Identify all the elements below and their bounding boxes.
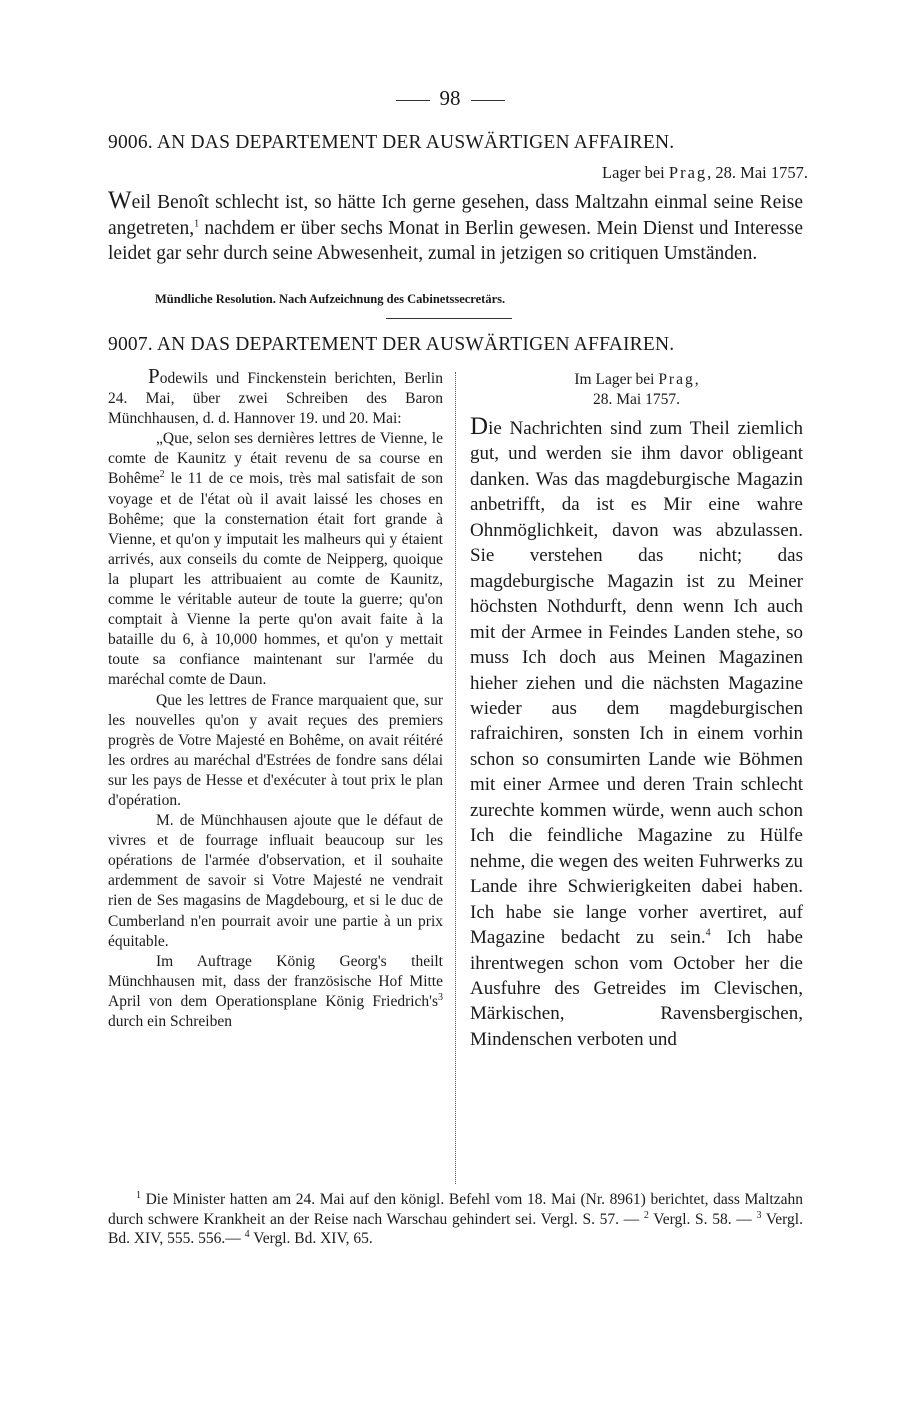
report-paragraph: Im Auftrage König Georg's theilt Münchhausen mit, dass der französische Hof Mitte April von dem Operationsplane König $Friedrich's^3$ durch ein Schreiben <box>108 952 443 1030</box>
doc2-place-date: Im Lager bei Prag, 28. Mai 1757. <box>574 371 699 408</box>
doc1-place-date: Lager bei Prag, 28. Mai 1757. <box>602 163 808 182</box>
footnotes <box>108 1190 803 1249</box>
footnote-ref-1: 1 <box>194 218 200 229</box>
report-paragraph: Que les lettres de France marquaient que, sur les nouvelles qu'on y avait reçues des premiers progrès de Votre Majesté en Bohême, on avait réitéré les ordres au maréchal d'Estrées de fondre sans délai sur les pays de Hesse et d'exécuter à tout prix le plan d'opération. <box>108 691 443 809</box>
section-divider <box>386 318 512 319</box>
footnote-ref-2: 2 <box>159 469 165 481</box>
doc1-initial: W <box>108 187 132 214</box>
dash-left <box>396 100 430 101</box>
doc1-source-note: Mündliche Resolution. Nach Aufzeichnung des Cabinetssecretärs. <box>155 292 506 306</box>
report-paragraph: „Que, selon ses dernières lettres de Vienne, le comte de Kaunitz y était revenu de sa course en Bohême$^2$ le 11 de ce mois, très mal satisfait de son voyage et de l'état où il avait laissé les choses en Bohême; que la consternation était fort grande à Vienne, et qu'on y imputait les malheurs qui y étaient arrivés, aux conseils du comte de Neipperg, quoique la plupart les attribuaient au comte de Kaunitz, comme le véritable auteur de toute la guerre; qu'on comptait à Vienne la perte qu'on avait faite à la bataille du 6, à 10,000 hommes, et qu'on y mettait toute sa confiance maintenant sur l'armée du maréchal comte de Daun. <box>108 430 443 689</box>
footnote-text: $^1$ Die Minister hatten am 24. Mai auf den königl. Befehl vom 18. Mai (Nr. 8961) berichtet, dass Maltzahn durch schwere Krankheit an der Reise nach Warschau gehindert sei. Vergl. S. 57. — $^2$ Vergl. S. 58. — $^3$ Vergl. Bd. XIV, 555. 556.— $^4$ Vergl. Bd. XIV, 65. <box>108 1189 803 1247</box>
doc2-title: 9007. AN DAS DEPARTEMENT DER AUSWÄRTIGEN AFFAIREN. <box>108 334 675 355</box>
report-paragraph: Podewils und Finckenstein berichten, Berlin 24. Mai, über zwei Schreiben des Baron Münchhausen, d. d. Hannover 19. und 20. Mai: <box>108 364 443 428</box>
footnote-ref-4: 4 <box>705 927 711 939</box>
dash-right <box>471 100 505 101</box>
doc1-body: Weil Benoît schlecht ist, so hätte Ich gerne gesehen, dass Maltzahn einmal seine Reise angetreten,$^1$ nachdem er über sechs Monat in Berlin gewesen. Mein Dienst und Interesse leidet gar sehr durch seine Abwesenheit, zumal in jetzigen so critiquen Umständen. <box>108 187 803 264</box>
column-separator <box>455 372 456 1184</box>
doc1-title: 9006. AN DAS DEPARTEMENT DER AUSWÄRTIGEN AFFAIREN. <box>108 132 675 153</box>
report-paragraph: M. de Münchhausen ajoute que le défaut de vivres et de fourrage influait beaucoup sur les opérations de l'armée d'observation, et il souhaite ardemment de savoir si Votre Majesté ne vendrait rien de Ses magasins de Magdebourg, et si le duc de Cumberland n'en pourrait avoir une partie à un prix équitable. <box>108 812 443 950</box>
page-number: 98 <box>0 86 900 111</box>
doc2-initial: D <box>470 413 489 440</box>
doc2-reply-column: Die Nachrichten sind zum Theil ziemlich gut, und werden sie ihm davor obligeant danken. Was das magdeburgische Magazin anbetrifft, da ist es Mir eine wahre Ohnmöglichkeit, davon was abzulassen. Sie verstehen das nicht; das magdeburgische Magazin ist zu Meiner höchsten Nothdurft, denn wenn Ich auch mit der Armee in Feindes Landen stehe, so muss Ich doch aus Meinen Magazinen hieher ziehen und die nächsten Magazine wieder aus dem magdeburgischen rafraichiren, sonsten Ich in einem vorhin schon so consumirten Lande wie Böhmen mit einer Armee und deren Train schlecht zurechte kommen würde, wenn auch schon Ich die feindliche Magazine zu Hülfe nehme, die wegen des weiten Fuhrwerks zu Lande ihre Schwierigkeiten dabei haben. Ich habe sie lange vorher avertiret, auf Magazine bedacht zu sein.$^4$ Ich habe ihrentwegen schon vom October her die Ausfuhre des Getreides im Clevischen, Märkischen, Ravensbergischen, Mindenschen verboten und <box>470 413 803 1050</box>
doc2-report-column <box>108 366 443 1032</box>
footnote-ref-3: 3 <box>438 991 443 1003</box>
